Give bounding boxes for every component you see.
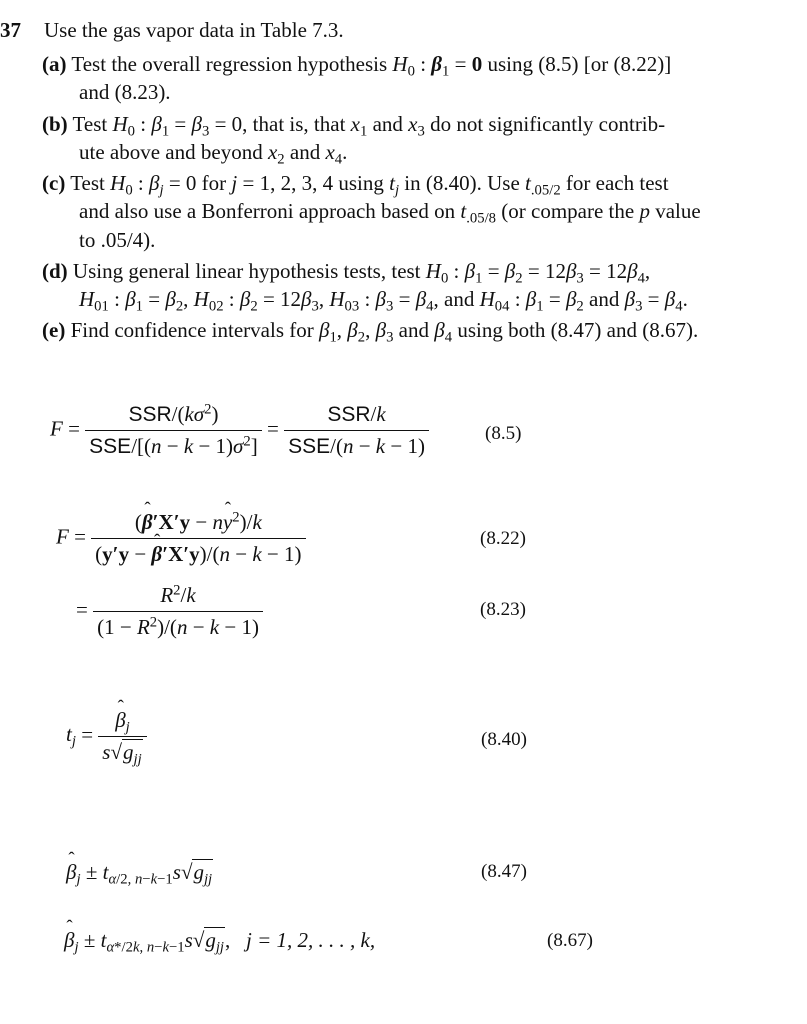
equation-8-23: = $\frac{R^2/k}{(1 - R^2)/(n - k - 1)}$ xyxy=(76,583,263,640)
equation-8-47: ˆ $\beta_j \pm t_{\alpha/2, n-k-1}s√g_{jj}$ xyxy=(66,860,213,885)
part-b-label: (b) xyxy=(42,112,68,136)
part-d-line-1: (d) Using general linear hypothesis tests, test $H_0$ : $\beta_1 = \beta_2 = 12\beta_3 = 12\beta_4$, xyxy=(42,259,651,287)
equation-number-8-40: (8.40) xyxy=(481,729,527,750)
part-a-label: (a) xyxy=(42,52,67,76)
problem-number: 37 xyxy=(0,18,21,42)
equation-number-8-67: (8.67) xyxy=(547,930,593,951)
equation-number-8-5: (8.5) xyxy=(485,423,522,444)
part-c-line-2: and also use a Bonferroni approach based on $t_{.05/8}$ (or compare the p value xyxy=(79,199,701,227)
equation-8-22: F = $\frac{(ˆ \beta'X'y - nˆ y^2)/k}{\text{(y′y − ˆ β′X′y)/(n − k − 1)}}$ xyxy=(56,510,306,567)
equation-8-67: ˆ $\beta_j \pm t_{\alpha*/2k, n-k-1}s√g_{jj}$, j = 1, 2, . . . , k, xyxy=(64,928,375,953)
equation-8-67-range: j = 1, 2, . . . , k, xyxy=(246,928,376,952)
equation-number-8-47: (8.47) xyxy=(481,861,527,882)
part-c-label: (c) xyxy=(42,171,66,195)
equation-8-40: $t_j$ = ˆ $\frac{\beta_j}{s√g_{jj}}$ xyxy=(66,708,147,765)
equation-number-8-22: (8.22) xyxy=(480,528,526,549)
part-e-label: (e) xyxy=(42,318,66,342)
part-d-label: (d) xyxy=(42,259,68,283)
part-b-line-1: (b) Test $H_0$ : $\beta_1 = \beta_3 = 0$, that is, that $x_1$ and $x_3$ do not significantly contrib- xyxy=(42,112,666,140)
part-c-line-1: (c) Test $H_0$ : $\beta_j = 0$ for j = 1, 2, 3, 4 using $t_j$ in (8.40). Use $t_{.05/2}$ for each test xyxy=(42,171,669,199)
part-b-line-2: ute above and beyond $x_2$ and $x_4$. xyxy=(79,140,348,168)
equation-8-5: F = $\frac{SSR/(k\sigma^2)}{SSE/[(n - k - 1)\sigma^2]}$ = $\frac{\text{SSR/k}}{\text{SSE/(n − k − 1)}}$ xyxy=(50,402,429,459)
part-d-line-2: $H_{01}$ : $\beta_1 = \beta_2$, $H_{02}$ : $\beta_2 = 12\beta_3$, $H_{03}$ : $\beta_3 = \beta_4$, and $H_{04}$ : $\beta_1 = \beta_2$ and $\beta_3 = \beta_4$. xyxy=(79,287,688,315)
part-e-line-1: (e) Find confidence intervals for $\beta_1$, $\beta_2$, $\beta_3$ and $\beta_4$ using both (8.47) and (8.67). xyxy=(42,318,699,346)
part-c-line-3: to .05/4). xyxy=(79,228,156,252)
part-a-line-1: (a) Test the overall regression hypothesis $H_0$ : $\beta_1 = 0$ using (8.5) [or (8.22)] xyxy=(42,52,672,80)
problem-intro: Use the gas vapor data in Table 7.3. xyxy=(44,18,344,42)
part-a-line-2: and (8.23). xyxy=(79,80,171,104)
equation-number-8-23: (8.23) xyxy=(480,599,526,620)
